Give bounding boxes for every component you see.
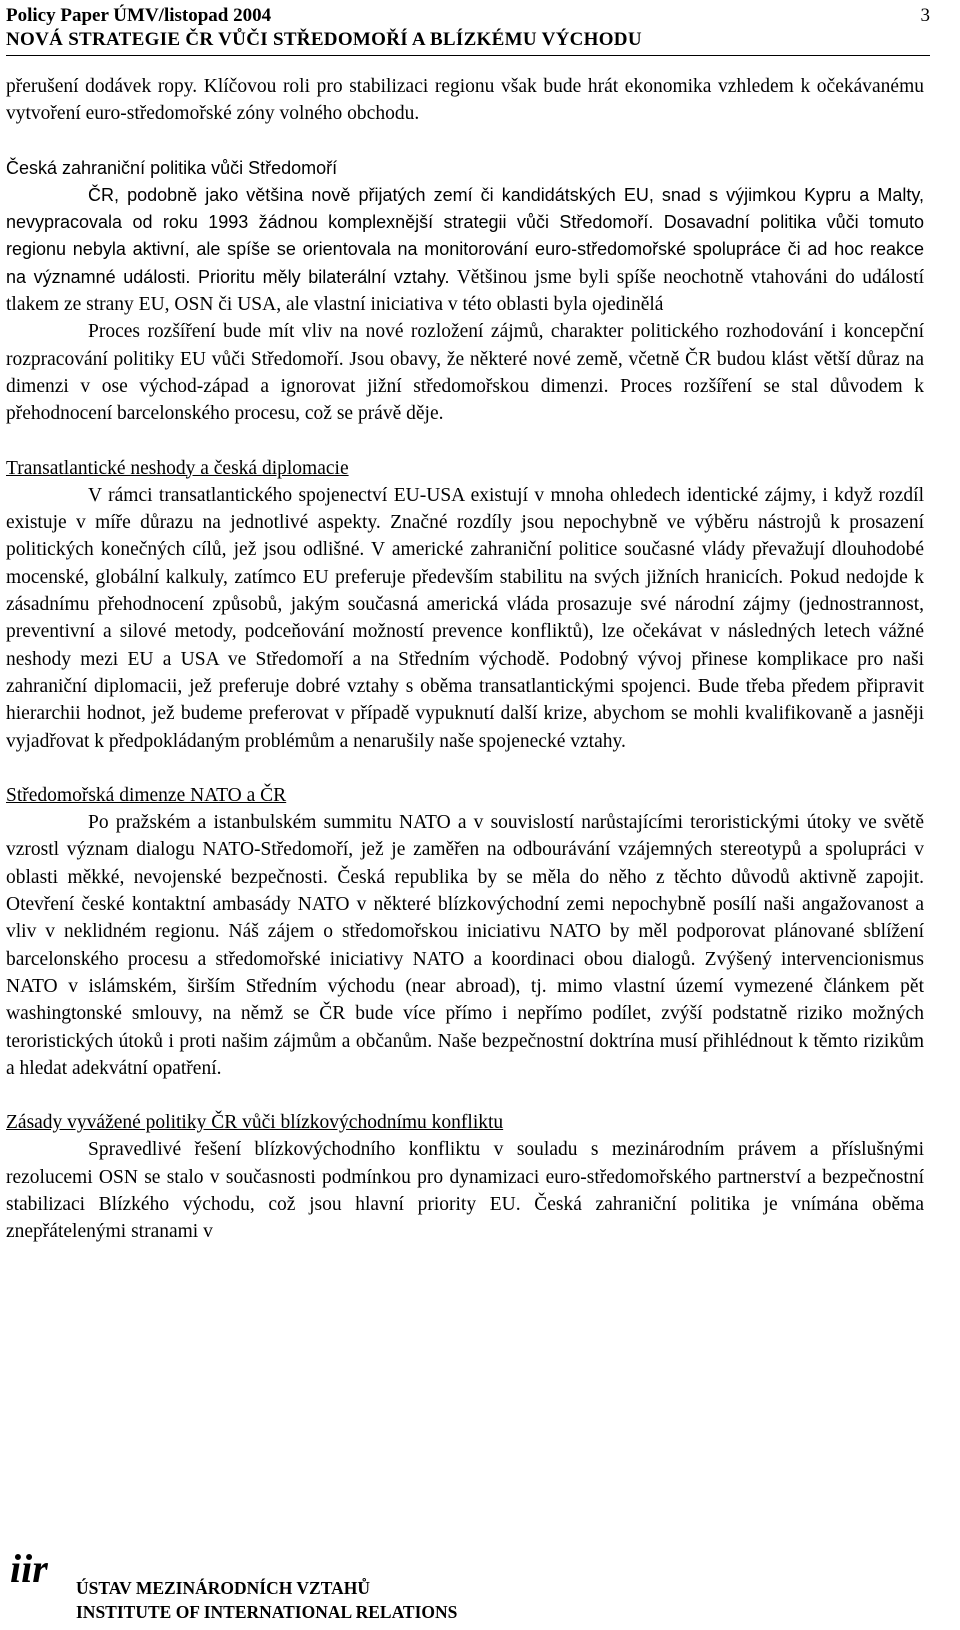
section-heading-nato: Středomořská dimenze NATO a ČR xyxy=(6,784,287,806)
paragraph-principles: Spravedlivé řešení blízkovýchodního konfliktu v souladu s mezinárodním právem a příslušnými rezolucemi OSN se stalo v současnosti podmínkou pro dynamizaci euro-středomořského partnerství a bezpečnostní stabilizaci Blízkého východu, což jsou hlavní priority EU. Česká zahraniční politika je vnímána oběma znepřátelenými stranami v xyxy=(6,1139,924,1243)
paragraph-intro: přerušení dodávek ropy. Klíčovou roli pro stabilizaci regionu však bude hrát ekonomika vzhledem k očekávanému vytvoření euro-středomořské zóny volného obchodu. xyxy=(6,76,924,125)
header-divider xyxy=(6,55,930,56)
section-heading-transatlantic: Transatlantické neshody a česká diplomacie xyxy=(6,457,349,479)
institute-logo xyxy=(6,1538,62,1594)
institute-name-english: INSTITUTE OF INTERNATIONAL RELATIONS xyxy=(76,1602,458,1622)
section-heading-czech-policy: Česká zahraniční politika vůči Středomoří xyxy=(6,157,338,178)
institute-name xyxy=(76,1576,457,1624)
page-number: 3 xyxy=(920,5,930,26)
paragraph-czech-policy-1: ČR, podobně jako většina nově přijatých zemí či kandidátských EU, snad s výjimkou Kypru a Malty, nevypracovala od roku 1993 žádnou komplexnější strategii vůči Středomoří. Dosavadní politika vůči tomuto regionu nebyla aktivní, ale spíše se orientovala na monitorování euro-středomořské spolupráce či ad hoc reakce na významné události. Prioritu měly bilaterální vztahy. Většinou jsme byli spíše neochotně vtahováni do událostí tlakem ze strany EU, OSN či USA, ale vlastní iniciativa v této oblasti byla ojedinělá xyxy=(6,184,924,316)
svg-text:iir: iir xyxy=(10,1546,48,1591)
page-header xyxy=(6,4,930,52)
paragraph-nato: Po pražském a istanbulském summitu NATO a v souvislostí narůstajícími teroristickými útoky ve světě vzrostl význam dialogu NATO-Středomoří, jež je zaměřen na odbourávání vzájemných stereotypů a spolupráci v oblasti měkké, nevojenské bezpečnosti. Česká republika by se měla do něho z těchto důvodů aktivně zapojit. Otevření české kontaktní ambasády NATO v některé blízkovýchodní zemi nepochybně posílí naši angažovanost a vliv v neklidném regionu. Náš zájem o středomořskou iniciativu NATO by měl podporovat plánované sblížení barcelonského procesu a středomořské iniciativy NATO a koordinaci obou dialogů. Zvýšený intervencionismus NATO v islámském, širším Středním východu (near abroad), tj. mimo vlastní území vymezené článkem pět washingtonské smlouvy, na němž se ČR bude více přímo i nepřímo podílet, zvýší podstatně riziko možných teroristických útoků i proti našim zájmům a občanům. Naše bezpečnostní doktrína musí přihlédnout k těmto rizikům a hledat adekvátní opatření. xyxy=(6,812,924,1079)
paragraph-czech-policy-2: Proces rozšíření bude mít vliv na nové rozložení zájmů, charakter politického rozhodování i koncepční rozpracování politiky EU vůči Středomoří. Jsou obavy, že některé nové země, včetně ČR budou klást větší důraz na dimenzi v ose východ-západ a ignorovat jižní středomořskou dimenzi. Proces rozšíření se stal důvodem k přehodnocení barcelonského procesu, což se právě děje. xyxy=(6,321,924,425)
document-body xyxy=(6,73,924,1246)
page-footer xyxy=(6,1538,930,1626)
header-series-title: Policy Paper ÚMV/listopad 2004 xyxy=(6,5,272,26)
institute-name-czech: ÚSTAV MEZINÁRODNÍCH VZTAHŮ xyxy=(76,1578,370,1598)
paragraph-transatlantic: V rámci transatlantického spojenectví EU-USA existují v mnoha ohledech identické zájmy, i když rozdíl existuje v míře důrazu na jednotlivé aspekty. Značné rozdíly jsou nepochybně ve výběru nástrojů k prosazení politických konečných cílů, jež jsou odlišné. V americké zahraniční politice současné vlády převažují dlouhodobé mocenské, globální kalkuly, zatímco EU preferuje především stabilitu na svých jižních hranicích. Pokud nedojde k zásadnímu přehodnocení způsobů, jakým současná americká vláda prosazuje své národní zájmy (jednostrannost, preventivní a silové metody, podceňování možností prevence konfliktů), lze očekávat v následných letech vážné neshody mezi EU a USA ve Středomoří a na Středním východě. Podobný vývoj přinese komplikace pro naši zahraniční diplomacii, jež preferuje dobré vztahy s oběma transatlantickými spojenci. Bude třeba předem připravit hierarchii hodnot, jež budeme preferovat v případě vypuknutí další krize, abychom se mohli kvalifikovaně a jasněji vyjadřovat k předpokládaným problémům a nenarušily naše spojenecké vztahy. xyxy=(6,484,924,752)
section-heading-principles: Zásady vyvážené politiky ČR vůči blízkovýchodnímu konfliktu xyxy=(6,1112,504,1134)
header-document-title: NOVÁ STRATEGIE ČR VŮČI STŘEDOMOŘÍ A BLÍZKÉMU VÝCHODU xyxy=(6,29,642,50)
